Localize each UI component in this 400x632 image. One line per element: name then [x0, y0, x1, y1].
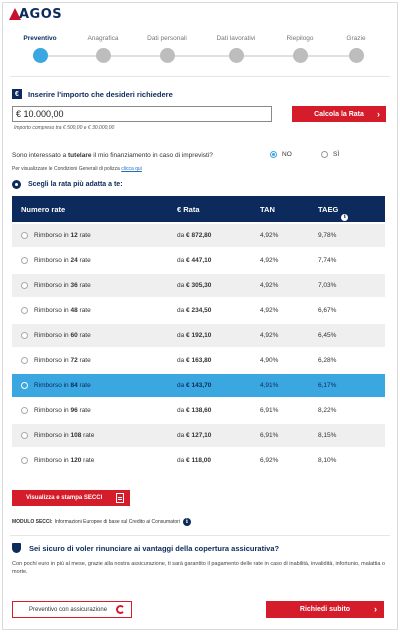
- step-dot: [293, 48, 308, 63]
- tan-value: 4,92%: [260, 282, 279, 289]
- tan-value: 4,92%: [260, 257, 279, 264]
- rate-amount: [177, 232, 211, 239]
- amount-header: [12, 89, 173, 99]
- table-row[interactable]: [12, 274, 385, 297]
- rata-prefix: da: [177, 357, 187, 364]
- row-radio-icon[interactable]: [21, 257, 28, 264]
- step-label: Anagrafica: [87, 35, 119, 42]
- rate-number: 120: [70, 457, 82, 464]
- table-row[interactable]: [12, 249, 385, 272]
- rata-value: € 163,80: [186, 357, 212, 364]
- rate-suffix: rate: [77, 382, 91, 389]
- step-dot: [349, 48, 364, 63]
- rata-prefix: da: [177, 432, 187, 439]
- row-radio-icon[interactable]: [21, 307, 28, 314]
- choose-rate-title: Scegli la rata più adatta a te:: [28, 181, 123, 188]
- table-row[interactable]: [12, 324, 385, 347]
- step-dati-lavorativi: [201, 34, 271, 63]
- rata-prefix: da: [177, 257, 187, 264]
- tan-value: 6,92%: [260, 457, 279, 464]
- rate-number: 24: [70, 257, 78, 264]
- rate-prefix: Rimborso in: [34, 307, 71, 314]
- logo-mark-icon: [9, 8, 21, 20]
- rate-amount: [177, 457, 211, 464]
- preventivo-assicurazione-button[interactable]: [12, 601, 132, 618]
- amount-input[interactable]: € 10.000,00: [12, 106, 272, 122]
- radio-selected-icon[interactable]: [270, 151, 277, 158]
- insurance-radio-yes[interactable]: [321, 151, 339, 158]
- rate-prefix: Rimborso in: [34, 332, 71, 339]
- divider: [10, 535, 390, 536]
- rate-amount: [177, 382, 211, 389]
- taeg-value: 6,45%: [318, 332, 337, 339]
- step-label: Riepilogo: [286, 35, 314, 42]
- taeg-value: 7,74%: [318, 257, 337, 264]
- rate-count: [34, 407, 91, 414]
- rata-value: € 872,80: [186, 232, 212, 239]
- rata-value: € 118,00: [186, 457, 211, 464]
- calcola-rata-label: Calcola la Rata: [314, 110, 364, 118]
- divider: [10, 76, 390, 77]
- tan-value: 4,92%: [260, 307, 279, 314]
- rate-suffix: rate: [77, 307, 91, 314]
- step-dot: [229, 48, 244, 63]
- rate-number: 84: [70, 382, 78, 389]
- table-row[interactable]: [12, 374, 385, 397]
- rata-value: € 234,50: [186, 307, 212, 314]
- rate-amount: [177, 357, 211, 364]
- question-pre: Sono interessato a: [12, 152, 69, 159]
- row-radio-icon[interactable]: [21, 332, 28, 339]
- modulo-secci-note: [12, 518, 191, 526]
- rate-suffix: rate: [77, 332, 91, 339]
- taeg-value: 6,28%: [318, 357, 337, 364]
- rate-suffix: rate: [77, 282, 91, 289]
- rata-prefix: da: [177, 407, 187, 414]
- rate-prefix: Rimborso in: [34, 407, 71, 414]
- table-row[interactable]: [12, 449, 385, 472]
- rate-count: [34, 357, 91, 364]
- taeg-value: 8,10%: [318, 457, 337, 464]
- choose-rate-header: [12, 180, 123, 189]
- tan-value: 6,91%: [260, 432, 279, 439]
- progress-steps: [0, 34, 400, 68]
- secci-button[interactable]: [12, 490, 130, 506]
- rate-prefix: Rimborso in: [34, 257, 71, 264]
- euro-icon: €: [12, 89, 22, 99]
- question-post: il mio finanziamento in caso di imprevisti?: [91, 152, 213, 159]
- rates-table: [12, 196, 385, 472]
- pdf-icon: [116, 493, 124, 503]
- step-dot: [160, 48, 175, 63]
- rata-value: € 127,10: [186, 432, 212, 439]
- conditions-link[interactable]: clicca qui: [121, 166, 142, 172]
- rata-prefix: da: [177, 307, 187, 314]
- taeg-value: 7,03%: [318, 282, 337, 289]
- header-numero-rate: Numero rate: [21, 205, 66, 214]
- insurance-radio-no[interactable]: [270, 151, 292, 158]
- rate-number: 96: [70, 407, 78, 414]
- chevron-right-icon: ›: [374, 604, 377, 614]
- logo-text: AGOS: [19, 6, 63, 22]
- table-row[interactable]: [12, 349, 385, 372]
- rata-prefix: da: [177, 457, 187, 464]
- radio-no-label: NO: [282, 151, 292, 158]
- rata-value: € 305,30: [186, 282, 212, 289]
- rate-prefix: Rimborso in: [34, 382, 71, 389]
- modulo-text: Informazioni Europee di base sul Credito ai Consumatori: [54, 519, 180, 525]
- taeg-value: 6,67%: [318, 307, 337, 314]
- rate-number: 108: [70, 432, 82, 439]
- rate-count: [34, 232, 91, 239]
- rate-count: [34, 257, 91, 264]
- header-tan: TAN: [260, 205, 275, 214]
- step-label: Dati personali: [147, 35, 187, 42]
- rate-suffix: rate: [77, 257, 91, 264]
- rata-prefix: da: [177, 332, 187, 339]
- rate-count: [34, 332, 91, 339]
- rate-amount: [177, 432, 211, 439]
- rate-prefix: Rimborso in: [34, 357, 71, 364]
- warning-title: Sei sicuro di voler rinunciare ai vantaggi della copertura assicurativa?: [29, 544, 280, 553]
- taeg-value: 6,17%: [318, 382, 337, 389]
- header-rata: € Rata: [177, 205, 200, 214]
- row-radio-icon[interactable]: [21, 407, 28, 414]
- rate-suffix: rate: [77, 357, 91, 364]
- table-row[interactable]: [12, 224, 385, 247]
- rate-suffix: rate: [81, 457, 95, 464]
- rata-value: € 447,10: [186, 257, 212, 264]
- table-body: [12, 224, 385, 472]
- rate-amount: [177, 257, 211, 264]
- row-radio-icon[interactable]: [21, 357, 28, 364]
- rate-number: 60: [70, 332, 78, 339]
- richiedi-subito-button[interactable]: [266, 601, 384, 618]
- step-anagrafica: [68, 34, 138, 63]
- rate-suffix: rate: [77, 232, 91, 239]
- rata-value: € 143,70: [186, 382, 212, 389]
- table-row[interactable]: [12, 299, 385, 322]
- tan-value: 4,90%: [260, 357, 279, 364]
- row-radio-icon[interactable]: [21, 432, 28, 439]
- rate-suffix: rate: [77, 407, 91, 414]
- rate-prefix: Rimborso in: [34, 457, 71, 464]
- richiedi-subito-label: Richiedi subito: [299, 606, 351, 613]
- radio-yes-label: SÌ: [333, 151, 340, 158]
- radio-icon[interactable]: [321, 151, 328, 158]
- rate-number: 72: [70, 357, 78, 364]
- row-radio-icon[interactable]: [21, 382, 28, 389]
- rata-prefix: da: [177, 232, 187, 239]
- preventivo-label: Preventivo con assicurazione: [29, 606, 108, 613]
- rate-prefix: Rimborso in: [34, 282, 71, 289]
- taeg-value: 8,22%: [318, 407, 337, 414]
- rate-count: [34, 457, 94, 464]
- rata-prefix: da: [177, 282, 187, 289]
- rate-prefix: Rimborso in: [34, 232, 71, 239]
- chevron-right-icon: ›: [377, 109, 380, 119]
- rate-count: [34, 432, 94, 439]
- info-icon[interactable]: i: [183, 518, 191, 526]
- rate-number: 36: [70, 282, 78, 289]
- table-header: [12, 196, 385, 222]
- tan-value: 4,91%: [260, 382, 279, 389]
- rata-value: € 138,60: [186, 407, 212, 414]
- rate-count: [34, 282, 91, 289]
- secci-button-label: Visualizza e stampa SECCI: [26, 495, 103, 501]
- question-bold: tutelare: [68, 152, 92, 159]
- step-label: Dati lavorativi: [216, 35, 256, 42]
- conditions-note: [12, 166, 142, 172]
- step-label: Preventivo: [23, 35, 57, 42]
- warning-text: Con pochi euro in più al mese, grazie alla nostra assicurazione, ti sarà garantito il pagamento delle rate in caso di inabilità, invalidità, infortunio, malattia o morte.: [12, 561, 385, 575]
- shield-icon: [12, 543, 21, 553]
- rata-value: € 192,10: [186, 332, 212, 339]
- rate-amount: [177, 332, 211, 339]
- rate-amount: [177, 282, 211, 289]
- agos-logo[interactable]: [9, 7, 62, 21]
- rate-amount: [177, 307, 211, 314]
- tan-value: 4,92%: [260, 232, 279, 239]
- header-taeg: [318, 205, 346, 220]
- step-dot: [96, 48, 111, 63]
- step-preventivo: [5, 34, 75, 63]
- amount-title: Inserire l'importo che desideri richiedere: [28, 89, 173, 99]
- tan-value: 4,92%: [260, 332, 279, 339]
- taeg-value: 9,78%: [318, 232, 337, 239]
- rate-count: [34, 307, 91, 314]
- tan-value: 6,91%: [260, 407, 279, 414]
- rate-count: [34, 382, 91, 389]
- rata-prefix: da: [177, 382, 187, 389]
- step-label: Grazie: [346, 35, 366, 42]
- rate-number: 12: [70, 232, 78, 239]
- step-grazie: [321, 34, 391, 63]
- conditions-text: Per visualizzare le Condizioni Generali di polizza: [12, 166, 122, 172]
- rate-suffix: rate: [81, 432, 95, 439]
- taeg-value: 8,15%: [318, 432, 337, 439]
- calcola-rata-button[interactable]: [292, 106, 386, 122]
- table-row[interactable]: [12, 399, 385, 422]
- step-dati-personali: [132, 34, 202, 63]
- modulo-bold: MODULO SECCI:: [12, 519, 53, 525]
- amount-hint: Importo compreso tra € 500,00 e € 30.000,00: [14, 125, 115, 131]
- row-radio-icon[interactable]: [21, 232, 28, 239]
- insurance-question: [12, 152, 213, 159]
- rate-prefix: Rimborso in: [34, 432, 71, 439]
- bullet-icon: [12, 180, 21, 189]
- row-radio-icon[interactable]: [21, 457, 28, 464]
- info-icon[interactable]: i: [341, 214, 348, 221]
- rate-number: 48: [70, 307, 78, 314]
- row-radio-icon[interactable]: [21, 282, 28, 289]
- step-dot: [33, 48, 48, 63]
- refresh-icon: [116, 605, 125, 614]
- table-row[interactable]: [12, 424, 385, 447]
- header-taeg-label: TAEG: [318, 205, 339, 214]
- rate-amount: [177, 407, 211, 414]
